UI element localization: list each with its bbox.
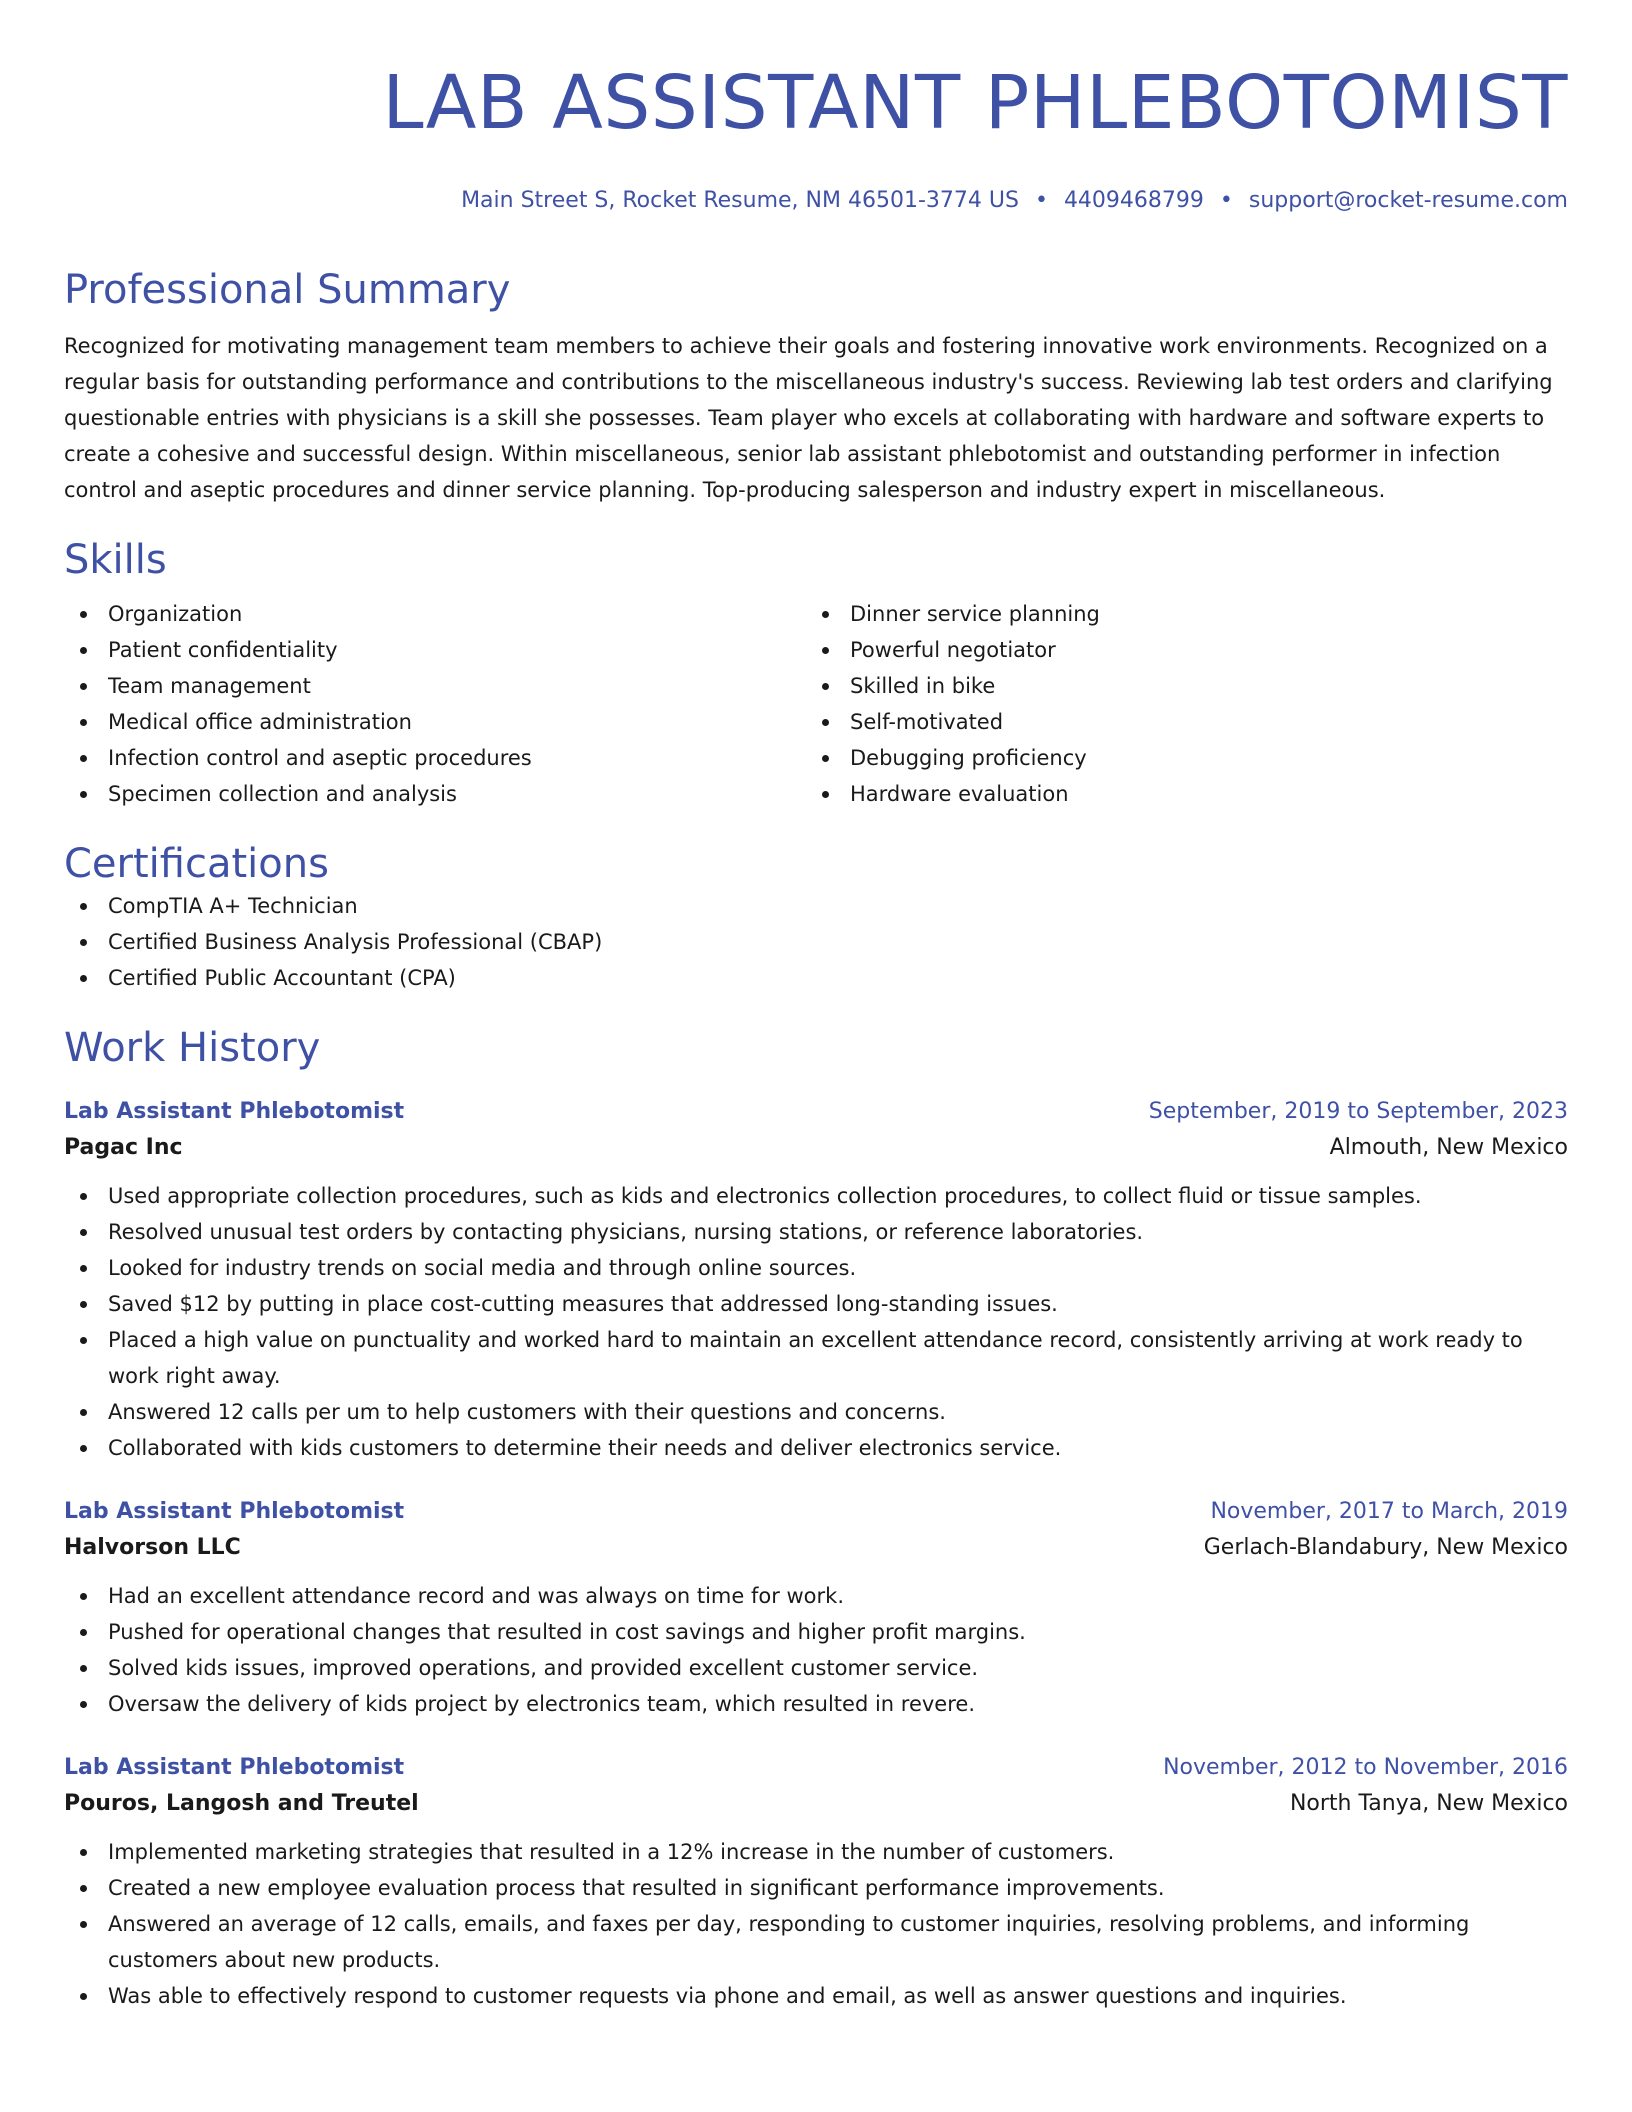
contact-separator: •: [1034, 188, 1048, 213]
summary-heading: Professional Summary: [64, 267, 511, 313]
skill-item: Skilled in bike: [806, 668, 1548, 704]
job-location: North Tanya, New Mexico: [1289, 1791, 1568, 1816]
skill-item: Dinner service planning: [806, 596, 1548, 632]
job-bullet: Was able to effectively respond to customer requests via phone and email, as well as answer questions and inquiries.: [64, 1978, 1568, 2014]
contact-email[interactable]: support@rocket-resume.com: [1248, 188, 1568, 213]
job-title: Lab Assistant Phlebotomist: [64, 1099, 405, 1124]
job-company-row: [64, 1130, 1568, 1166]
certification-item: Certified Public Accountant (CPA): [64, 960, 1568, 996]
skill-item: Patient confidentiality: [64, 632, 806, 668]
job-header-row: [64, 1750, 1568, 1786]
skill-item: Specimen collection and analysis: [64, 776, 806, 812]
skill-item: Self-motivated: [806, 704, 1548, 740]
contact-line: [64, 186, 1568, 216]
work-history-heading: Work History: [64, 1025, 321, 1071]
job-header-row: [64, 1094, 1568, 1130]
summary-text: Recognized for motivating management team members to achieve their goals and fostering innovative work environments. Recognized on a regular basis for outstanding performance and contributions to the miscellaneous industry's success. Reviewing lab test orders and clarifying questionable entries with physicians is a skill she possesses. Team player who excels at collaborating with hardware and software experts to create a cohesive and successful design. Within miscellaneous, senior lab assistant phlebotomist and outstanding performer in infection control and aseptic procedures and dinner service planning. Top-producing salesperson and industry expert in miscellaneous.: [64, 334, 1553, 502]
job-dates: November, 2012 to November, 2016: [1163, 1755, 1568, 1780]
skills-list-left: [64, 596, 806, 812]
job-bullet: Looked for industry trends on social media and through online sources.: [64, 1250, 1568, 1286]
skill-item: Hardware evaluation: [806, 776, 1548, 812]
job-bullet: Used appropriate collection procedures, such as kids and electronics collection procedures, to collect fluid or tissue samples.: [64, 1178, 1568, 1214]
skills-heading: Skills: [64, 537, 167, 583]
job-entry: [64, 1494, 1568, 1722]
job-bullet: Solved kids issues, improved operations, and provided excellent customer service.: [64, 1650, 1568, 1686]
skill-item: Organization: [64, 596, 806, 632]
job-bullet: Resolved unusual test orders by contacting physicians, nursing stations, or reference laboratories.: [64, 1214, 1568, 1250]
job-bullet: Implemented marketing strategies that resulted in a 12% increase in the number of customers.: [64, 1834, 1568, 1870]
job-bullet: Had an excellent attendance record and was always on time for work.: [64, 1578, 1568, 1614]
job-company-row: [64, 1786, 1568, 1822]
job-bullet: Placed a high value on punctuality and worked hard to maintain an excellent attendance record, consistently arriving at work ready to work right away.: [64, 1322, 1568, 1394]
resume-page: [64, 0, 1568, 2014]
job-bullets: [64, 1578, 1568, 1722]
resume-name: LAB ASSISTANT PHLEBOTOMIST: [382, 60, 1568, 146]
contact-phone: 4409468799: [1063, 188, 1204, 213]
job-bullet: Pushed for operational changes that resulted in cost savings and higher profit margins.: [64, 1614, 1568, 1650]
contact-address: Main Street S, Rocket Resume, NM 46501-3774 US: [461, 188, 1019, 213]
certifications-heading: Certifications: [64, 841, 329, 887]
job-bullet: Answered 12 calls per um to help customers with their questions and concerns.: [64, 1394, 1568, 1430]
job-bullets: [64, 1178, 1568, 1466]
job-dates: September, 2019 to September, 2023: [1148, 1099, 1568, 1124]
job-dates: November, 2017 to March, 2019: [1210, 1499, 1568, 1524]
skills-columns: [64, 596, 1568, 812]
job-bullets: [64, 1834, 1568, 2014]
certification-item: Certified Business Analysis Professional (CBAP): [64, 924, 1568, 960]
job-company: Pagac Inc: [64, 1135, 183, 1160]
job-company-row: [64, 1530, 1568, 1566]
job-title: Lab Assistant Phlebotomist: [64, 1499, 405, 1524]
job-title: Lab Assistant Phlebotomist: [64, 1755, 405, 1780]
skill-item: Team management: [64, 668, 806, 704]
job-bullet: Collaborated with kids customers to determine their needs and deliver electronics service.: [64, 1430, 1568, 1466]
job-company: Halvorson LLC: [64, 1535, 241, 1560]
certification-item: CompTIA A+ Technician: [64, 888, 1568, 924]
job-entry: [64, 1750, 1568, 2014]
skill-item: Medical office administration: [64, 704, 806, 740]
job-location: Gerlach-Blandabury, New Mexico: [1203, 1535, 1568, 1560]
skills-list-right: [806, 596, 1548, 812]
contact-separator: •: [1219, 188, 1233, 213]
job-bullet: Created a new employee evaluation process that resulted in significant performance improvements.: [64, 1870, 1568, 1906]
skill-item: Infection control and aseptic procedures: [64, 740, 806, 776]
skill-item: Powerful negotiator: [806, 632, 1548, 668]
job-location: Almouth, New Mexico: [1329, 1135, 1568, 1160]
job-bullet: Saved $12 by putting in place cost-cutting measures that addressed long-standing issues.: [64, 1286, 1568, 1322]
job-company: Pouros, Langosh and Treutel: [64, 1791, 419, 1816]
certifications-list: [64, 888, 1568, 996]
job-entry: [64, 1094, 1568, 1466]
job-bullet: Oversaw the delivery of kids project by electronics team, which resulted in revere.: [64, 1686, 1568, 1722]
job-bullet: Answered an average of 12 calls, emails, and faxes per day, responding to customer inquiries, resolving problems, and informing customers about new products.: [64, 1906, 1568, 1978]
skill-item: Debugging proficiency: [806, 740, 1548, 776]
job-header-row: [64, 1494, 1568, 1530]
